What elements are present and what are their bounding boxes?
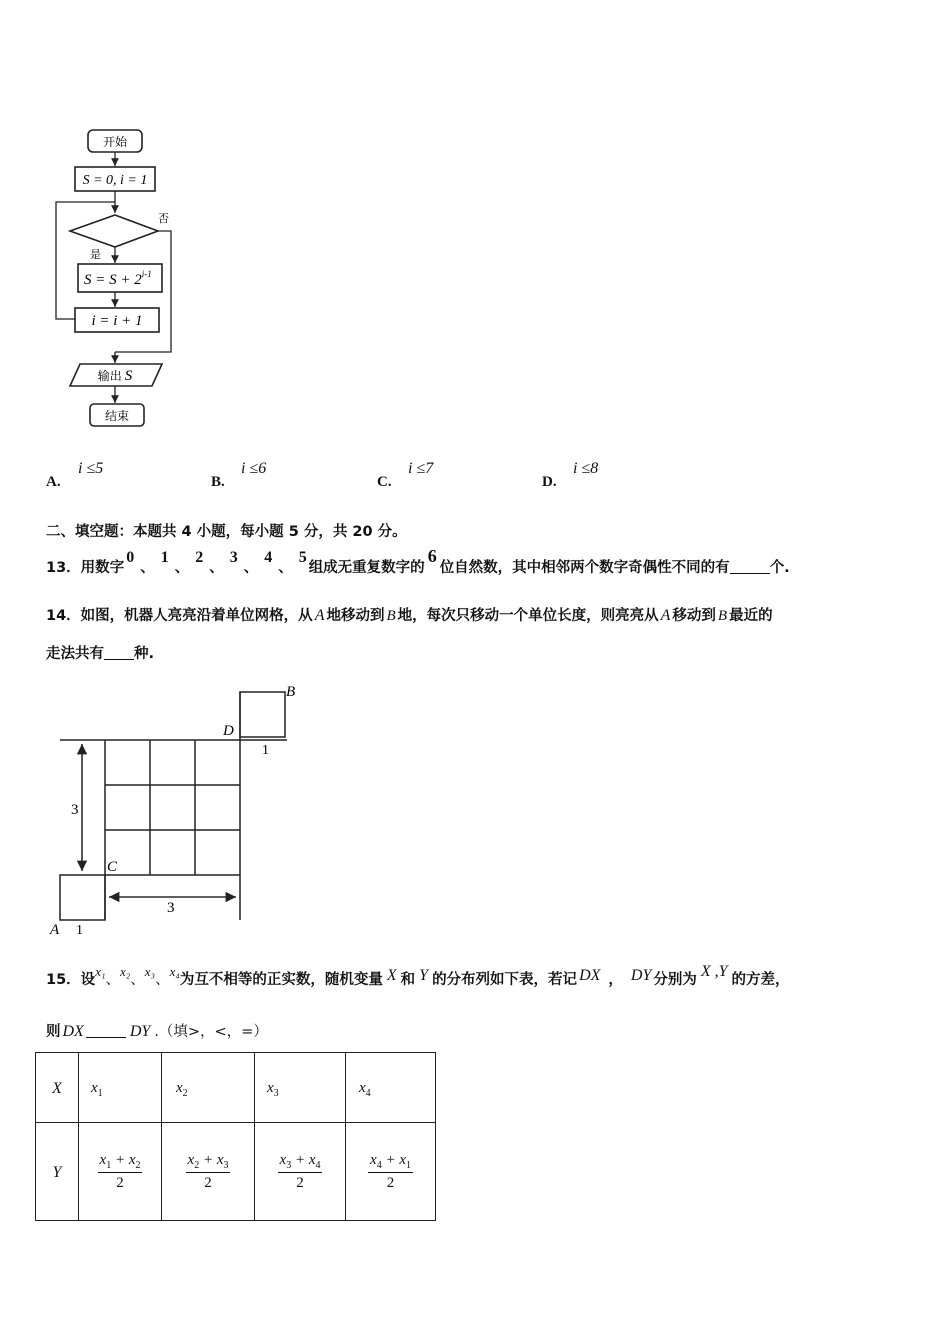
no-label: 否 (158, 212, 169, 225)
option-c[interactable] (377, 460, 497, 496)
update-i-label: i = i + 1 (91, 313, 143, 329)
option-b-expr: i ≤6 (241, 460, 267, 477)
row-label-y: Y (36, 1123, 79, 1221)
yes-label: 是 (90, 248, 101, 261)
cell-y1: $\frac{x_1 + x_2}{2}$ (79, 1123, 162, 1221)
option-d-expr: i ≤8 (573, 460, 599, 477)
grid-figure (40, 680, 320, 945)
output-label: 输出 S (97, 368, 133, 384)
question-13: 13．用数字0、1、2、3、4、5组成无重复数字的6位自然数，其中相邻两个数字奇偶性不同的有 个. (46, 546, 790, 576)
question-14-line2: 走法共有 种. (46, 646, 155, 662)
option-d-letter: D. (542, 474, 557, 490)
horizontal-dim-label: 3 (167, 900, 175, 916)
init-label: S = 0, i = 1 (82, 173, 148, 188)
option-b-letter: B. (211, 474, 225, 490)
option-a-letter: A. (46, 474, 61, 490)
table-row-y (36, 1123, 436, 1221)
vertical-dim-label: 3 (71, 802, 79, 818)
cell-x4: $x_4$ (346, 1053, 436, 1123)
q15-answer-blank[interactable] (86, 1023, 126, 1038)
table-row-x (36, 1053, 436, 1123)
point-a-label: A (50, 922, 60, 938)
distribution-table (35, 1052, 436, 1221)
update-s-label: $S = S + 2^{i-1}$ (84, 269, 152, 288)
point-c-label: C (107, 859, 118, 875)
option-c-expr: i ≤7 (408, 460, 434, 477)
cell-x3: $x_3$ (255, 1053, 346, 1123)
question-15-line1: 15．设x₁、x₂、x₃、x₄为互不相等的正实数，随机变量 X 和 Y 的分布列如下表，若记 DX ， DY 分别为 X ,Y 的方差， (46, 963, 790, 988)
condition-diamond (70, 215, 158, 247)
point-b-label: B (286, 684, 296, 700)
small-b-dim: 1 (262, 743, 269, 758)
section-title: 二、填空题：本题共 4 小题，每小题 5 分，共 20 分。 (46, 524, 407, 540)
question-15-line2: 则 DX DY .（填>，<，=） (46, 1023, 268, 1040)
flowchart (40, 120, 200, 440)
point-d-label: D (223, 723, 234, 739)
row-label-x: X (36, 1053, 79, 1123)
option-a-expr: i ≤5 (78, 460, 104, 477)
cell-y2: $\frac{x_2 + x_3}{2}$ (162, 1123, 255, 1221)
cell-x1: $x_1$ (79, 1053, 162, 1123)
option-d[interactable] (542, 460, 662, 496)
start-label: 开始 (102, 135, 128, 149)
cell-y4: $\frac{x_4 + x_1}{2}$ (346, 1123, 436, 1221)
cell-x2: $x_2$ (162, 1053, 255, 1123)
option-b[interactable] (211, 460, 331, 496)
question-14-line1: 14．如图，机器人亮亮沿着单位网格，从 A 地移动到 B 地，每次只移动一个单位长度，则亮亮从 A 移动到 B 最近的 (46, 607, 773, 624)
q13-answer-blank[interactable] (730, 559, 770, 574)
small-a-dim: 1 (76, 923, 83, 938)
q14-answer-blank[interactable] (104, 645, 134, 660)
option-a[interactable] (46, 460, 166, 496)
end-label: 结束 (104, 409, 130, 423)
option-c-letter: C. (377, 474, 392, 490)
cell-y3: $\frac{x_3 + x_4}{2}$ (255, 1123, 346, 1221)
